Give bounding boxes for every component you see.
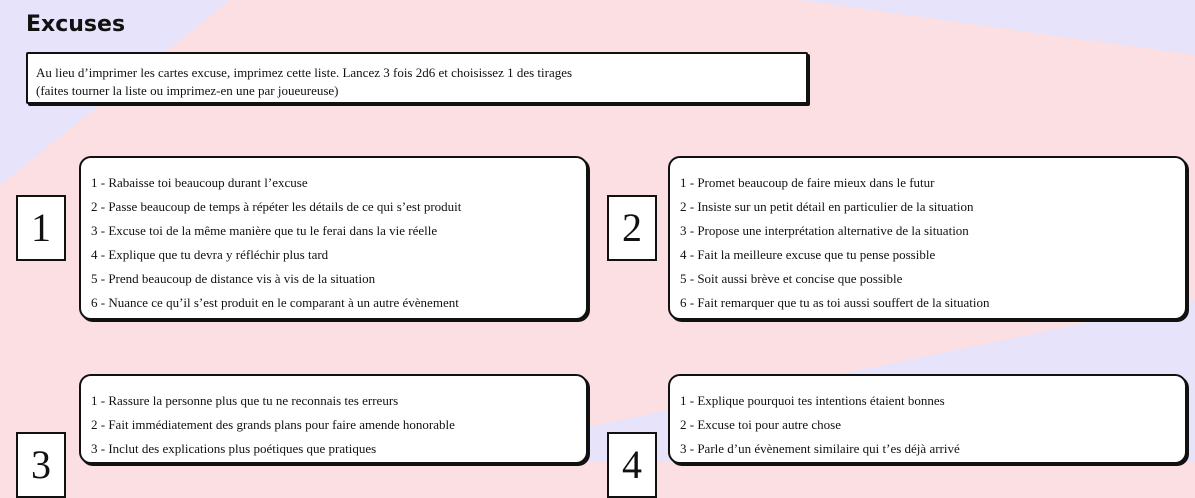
list-item: 2 - Excuse toi pour autre chose	[680, 417, 842, 432]
list-item: 4 - Explique que tu devra y réfléchir plus tard	[91, 247, 329, 262]
list-item: 2 - Passe beaucoup de temps à répéter les détails de ce qui s’est produit	[91, 199, 462, 214]
intro-line-2: (faites tourner la liste ou imprimez-en une par joueureuse)	[36, 83, 339, 98]
intro-box	[26, 52, 808, 104]
excuse-list	[668, 156, 1187, 320]
list-item: 2 - Insiste sur un petit détail en particulier de la situation	[680, 199, 974, 214]
list-item: 1 - Explique pourquoi tes intentions étaient bonnes	[680, 393, 945, 408]
list-item: 6 - Nuance ce qu’il s’est produit en le comparant à un autre évènement	[91, 295, 459, 310]
list-item: 1 - Promet beaucoup de faire mieux dans le futur	[680, 175, 935, 190]
list-item: 3 - Propose une interprétation alternative de la situation	[680, 223, 969, 238]
page-title: Excuses	[26, 12, 126, 37]
list-item: 4 - Fait la meilleure excuse que tu pense possible	[680, 247, 936, 262]
list-item: 5 - Prend beaucoup de distance vis à vis de la situation	[91, 271, 376, 286]
list-item: 1 - Rabaisse toi beaucoup durant l’excuse	[91, 175, 308, 190]
list-item: 2 - Fait immédiatement des grands plans pour faire amende honorable	[91, 417, 455, 432]
group-number-box: 3	[16, 432, 66, 498]
list-item: 5 - Soit aussi brève et concise que possible	[680, 271, 903, 286]
list-item: 3 - Inclut des explications plus poétiques que pratiques	[91, 441, 377, 456]
excuse-list	[79, 156, 588, 320]
list-item: 6 - Fait remarquer que tu as toi aussi souffert de la situation	[680, 295, 990, 310]
list-item: 1 - Rassure la personne plus que tu ne reconnais tes erreurs	[91, 393, 399, 408]
list-item: 3 - Parle d’un évènement similaire qui t’es déjà arrivé	[680, 441, 960, 456]
excuse-list	[79, 374, 588, 464]
group-number-box: 2	[607, 195, 657, 261]
group-number-box: 1	[16, 195, 66, 261]
list-item: 3 - Excuse toi de la même manière que tu le ferai dans la vie réelle	[91, 223, 438, 238]
group-number-box: 4	[607, 432, 657, 498]
intro-line-1: Au lieu d’imprimer les cartes excuse, imprimez cette liste. Lancez 3 fois 2d6 et choisissez 1 des tirages	[36, 65, 573, 80]
excuse-list	[668, 374, 1187, 464]
